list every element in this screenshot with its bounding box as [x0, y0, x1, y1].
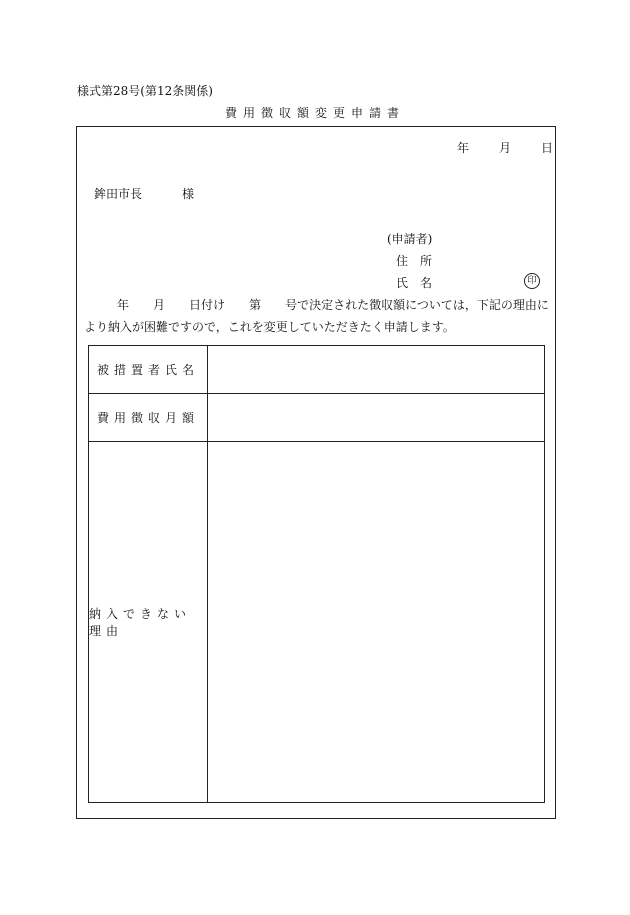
name-label: 氏名: [396, 276, 445, 290]
table-row-label: 被措置者氏名: [89, 346, 208, 393]
seal-mark-icon: 印: [524, 273, 540, 289]
addressee-honorific: 様: [182, 187, 195, 201]
body-dai: 第: [249, 298, 262, 312]
address-label: 住所: [396, 254, 445, 268]
applicant-heading: (申請者): [387, 232, 433, 246]
date-month-label: 月: [499, 141, 512, 155]
table-row-label: 納入できない理由: [89, 442, 208, 802]
body-day: 日付け: [189, 298, 226, 312]
reason-field[interactable]: [208, 442, 544, 802]
document-title: 費用徴収額変更申請書: [224, 106, 405, 120]
date-day-label: 日: [541, 141, 554, 155]
date-year-label: 年: [457, 141, 470, 155]
body-year: 年: [117, 298, 130, 312]
body-rest-line1: 号で決定された徴収額については，下記の理由に: [285, 298, 549, 312]
body-month: 月: [153, 298, 166, 312]
details-table: [88, 345, 545, 803]
table-row: [89, 346, 544, 394]
body-text-line1: [117, 296, 549, 313]
table-row: [89, 394, 544, 442]
table-row: [89, 442, 544, 802]
addressee: [94, 185, 194, 202]
body-text-line2: より納入が困難ですので，これを変更していただきたく申請します。: [84, 320, 455, 334]
addressee-name: 鉾田市長: [94, 187, 143, 201]
monthly-fee-field[interactable]: [208, 394, 544, 441]
date-line: [457, 139, 553, 156]
table-row-label: 費用徴収月額: [89, 394, 208, 441]
form-number: 様式第28号(第12条関係): [77, 84, 213, 98]
person-name-field[interactable]: [208, 346, 544, 393]
